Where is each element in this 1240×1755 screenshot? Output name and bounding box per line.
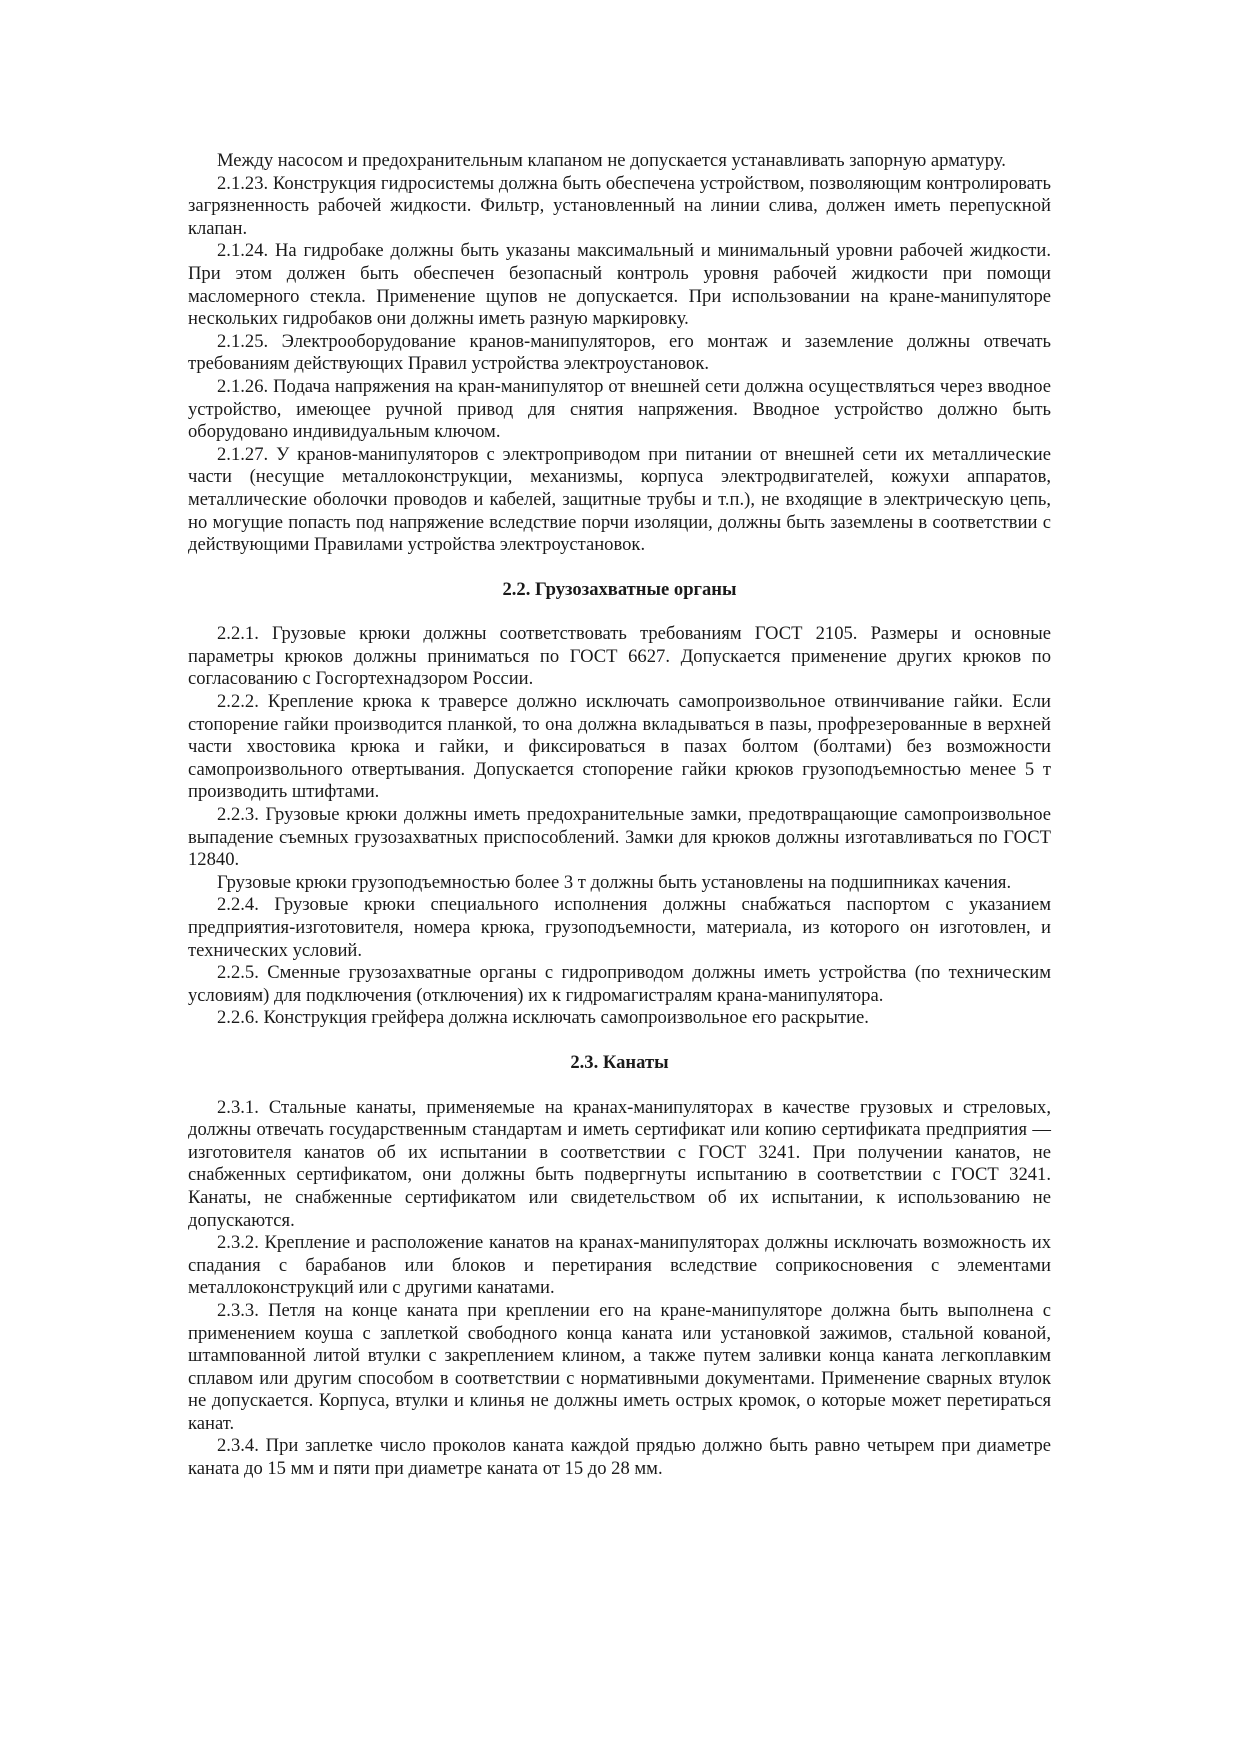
paragraph: 2.2.3. Грузовые крюки должны иметь предохранительные замки, предотвращающие самопроизвольное выпадение съемных грузозахватных приспособлений. Замки для крюков должны изготавливаться по ГОСТ 12840. bbox=[188, 804, 1051, 871]
paragraph: 2.2.5. Сменные грузозахватные органы с гидроприводом должны иметь устройства (по техническим условиям) для подключения (отключения) их к гидромагистралям крана-манипулятора. bbox=[188, 962, 1051, 1006]
paragraph: 2.2.4. Грузовые крюки специального исполнения должны снабжаться паспортом с указанием предприятия-изготовителя, номера крюка, грузоподъемности, материала, из которого он изготовлен, и технических условий. bbox=[188, 894, 1051, 961]
section-heading-2-3: 2.3. Канаты bbox=[570, 1051, 669, 1073]
paragraph: 2.1.23. Конструкция гидросистемы должна быть обеспечена устройством, позволяющим контролировать загрязненность рабочей жидкости. Фильтр, установленный на линии слива, должен иметь перепускной клапан. bbox=[188, 172, 1051, 239]
paragraph: 2.2.6. Конструкция грейфера должна исключать самопроизвольное его раскрытие. bbox=[217, 1007, 869, 1029]
paragraph: Между насосом и предохранительным клапаном не допускается устанавливать запорную арматуру. bbox=[217, 150, 1006, 171]
paragraph: 2.3.4. При заплетке число проколов каната каждой прядью должно быть равно четырем при диаметре каната до 15 мм и пяти при диаметре каната от 15 до 28 мм. bbox=[188, 1435, 1051, 1480]
paragraph: 2.1.26. Подача напряжения на кран-манипулятор от внешней сети должна осуществляться через вводное устройство, имеющее ручной привод для снятия напряжения. Вводное устройство должно быть оборудовано индивидуальным ключом. bbox=[188, 375, 1051, 443]
paragraph: Грузовые крюки грузоподъемностью более 3 т должны быть установлены на подшипниках качения. bbox=[217, 871, 1012, 893]
paragraph: 2.3.3. Петля на конце каната при креплении его на кране-манипуляторе должна быть выполнена с применением коуша с заплеткой свободного конца каната или установкой зажимов, стальной кованой, штампованной литой втулки с закреплением клином, а также путем заливки конца каната легкоплавким сплавом или другим способом в соответствии с нормативными документами. Применение сварных втулок не допускается. Корпуса, втулки и клинья не должны иметь острых кромок, о которые может перетираться канат. bbox=[188, 1299, 1051, 1434]
paragraph: 2.3.1. Стальные канаты, применяемые на кранах-манипуляторах в качестве грузовых и стреловых, должны отвечать государственным стандартам и иметь сертификат или копию сертификата предприятия — изготовителя канатов об их испытании в соответствии с ГОСТ 3241. При получении канатов, не снабженных сертификатом, они должны быть подвергнуты испытанию в соответствии с ГОСТ 3241. Канаты, не снабженные сертификатом или свидетельством об их испытании, к использованию не допускаются. bbox=[188, 1096, 1051, 1231]
paragraph: 2.1.25. Электрооборудование кранов-манипуляторов, его монтаж и заземление должны отвечать требованиям действующих Правил устройства электроустановок. bbox=[188, 330, 1051, 375]
section-heading-2-2: 2.2. Грузозахватные органы bbox=[502, 578, 737, 600]
paragraph: 2.1.24. На гидробаке должны быть указаны максимальный и минимальный уровни рабочей жидкости. При этом должен быть обеспечен безопасный контроль уровня рабочей жидкости при помощи масломерного стекла. Применение щупов не допускается. При использовании на кране-манипуляторе нескольких гидробаков они должны иметь разную маркировку. bbox=[188, 240, 1051, 330]
paragraph: 2.1.27. У кранов-манипуляторов с электроприводом при питании от внешней сети их металлические части (несущие металлоконструкции, механизмы, корпуса электродвигателей, кожухи аппаратов, металлические оболочки проводов и кабелей, защитные трубы и т.п.), не входящие в электрическую цепь, но могущие попасть под напряжение вследствие порчи изоляции, должны быть заземлены в соответствии с действующими Правилами устройства электроустановок. bbox=[188, 443, 1051, 556]
document-body bbox=[188, 150, 1051, 1481]
paragraph: 2.2.1. Грузовые крюки должны соответствовать требованиям ГОСТ 2105. Размеры и основные параметры крюков должны приниматься по ГОСТ 6627. Допускается применение других крюков по согласованию с Госгортехнадзором России. bbox=[188, 623, 1051, 690]
paragraph: 2.2.2. Крепление крюка к траверсе должно исключать самопроизвольное отвинчивание гайки. Если стопорение гайки производится планкой, то она должна вкладываться в пазы, профрезерованные в верхней части хвостовика крюка и гайки, и фиксироваться в пазах болтом (болтами) без возможности самопроизвольного отвертывания. Допускается стопорение гайки крюков грузоподъемностью менее 5 т производить штифтами. bbox=[188, 691, 1051, 803]
paragraph: 2.3.2. Крепление и расположение канатов на кранах-манипуляторах должны исключать возможность их спадания с барабанов или блоков и перетирания вследствие соприкосновения с элементами металлоконструкций или с другими канатами. bbox=[188, 1232, 1051, 1299]
